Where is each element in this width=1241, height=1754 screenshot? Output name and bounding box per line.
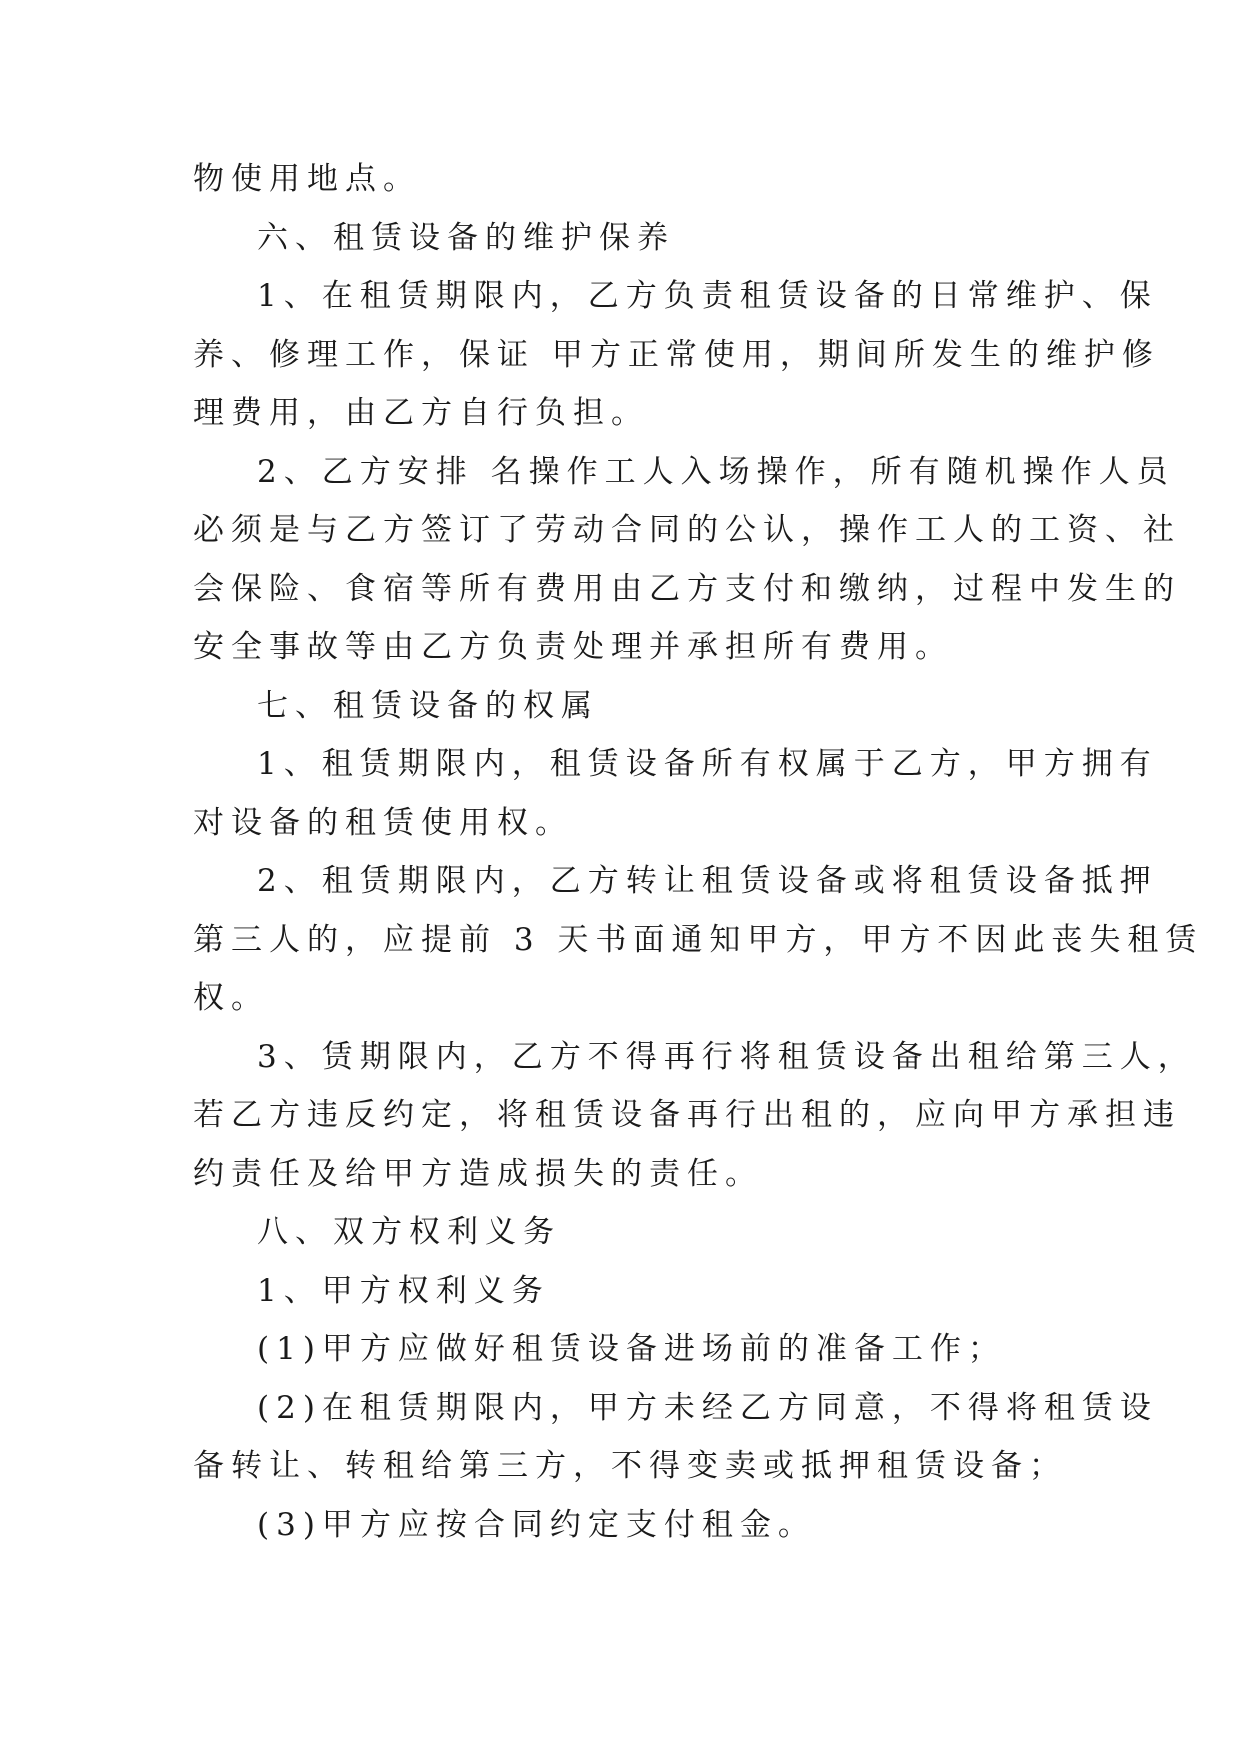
body-line: 若乙方违反约定，将租赁设备再行出租的，应向甲方承担违 bbox=[193, 1097, 1181, 1133]
body-line: 3、赁期限内，乙方不得再行将租赁设备出租给第三人， bbox=[257, 1038, 1196, 1075]
list-item: (3)甲方应按合同约定支付租金。 bbox=[257, 1506, 816, 1543]
body-line: 2、乙方安排 名操作工人入场操作，所有随机操作人员 bbox=[257, 453, 1175, 490]
body-line: 1、租赁期限内，租赁设备所有权属于乙方，甲方拥有 bbox=[257, 746, 1158, 782]
list-item: (1)甲方应做好租赁设备进场前的准备工作； bbox=[257, 1331, 1006, 1367]
body-line: 安全事故等由乙方负责处理并承担所有费用。 bbox=[193, 629, 953, 665]
subsection-heading: 1、甲方权利义务 bbox=[257, 1272, 550, 1309]
list-item: (2)在租赁期限内，甲方未经乙方同意，不得将租赁设 bbox=[257, 1389, 1158, 1426]
body-line: 必须是与乙方签订了劳动合同的公认，操作工人的工资、社 bbox=[193, 512, 1181, 548]
body-line: 权。 bbox=[193, 980, 269, 1016]
body-line: 理费用，由乙方自行负担。 bbox=[193, 395, 649, 431]
section-heading-6: 六、租赁设备的维护保养 bbox=[257, 219, 675, 256]
body-line: 对设备的租赁使用权。 bbox=[193, 804, 573, 841]
section-heading-7: 七、租赁设备的权属 bbox=[257, 687, 599, 724]
body-line: 1、在租赁期限内，乙方负责租赁设备的日常维护、保 bbox=[257, 278, 1158, 314]
body-line: 养、修理工作，保证 甲方正常使用，期间所发生的维护修 bbox=[193, 336, 1160, 373]
body-line: 物使用地点。 bbox=[193, 161, 421, 197]
body-line: 2、租赁期限内，乙方转让租赁设备或将租赁设备抵押 bbox=[257, 863, 1158, 899]
section-heading-8: 八、双方权利义务 bbox=[257, 1214, 561, 1250]
body-line: 会保险、食宿等所有费用由乙方支付和缴纳，过程中发生的 bbox=[193, 570, 1181, 607]
document-body bbox=[193, 150, 1204, 1554]
body-line: 约责任及给甲方造成损失的责任。 bbox=[193, 1155, 763, 1192]
body-line: 第三人的，应提前 3 天书面通知甲方，甲方不因此丧失租赁 bbox=[193, 921, 1204, 958]
body-line: 备转让、转租给第三方，不得变卖或抵押租赁设备； bbox=[193, 1448, 1067, 1484]
